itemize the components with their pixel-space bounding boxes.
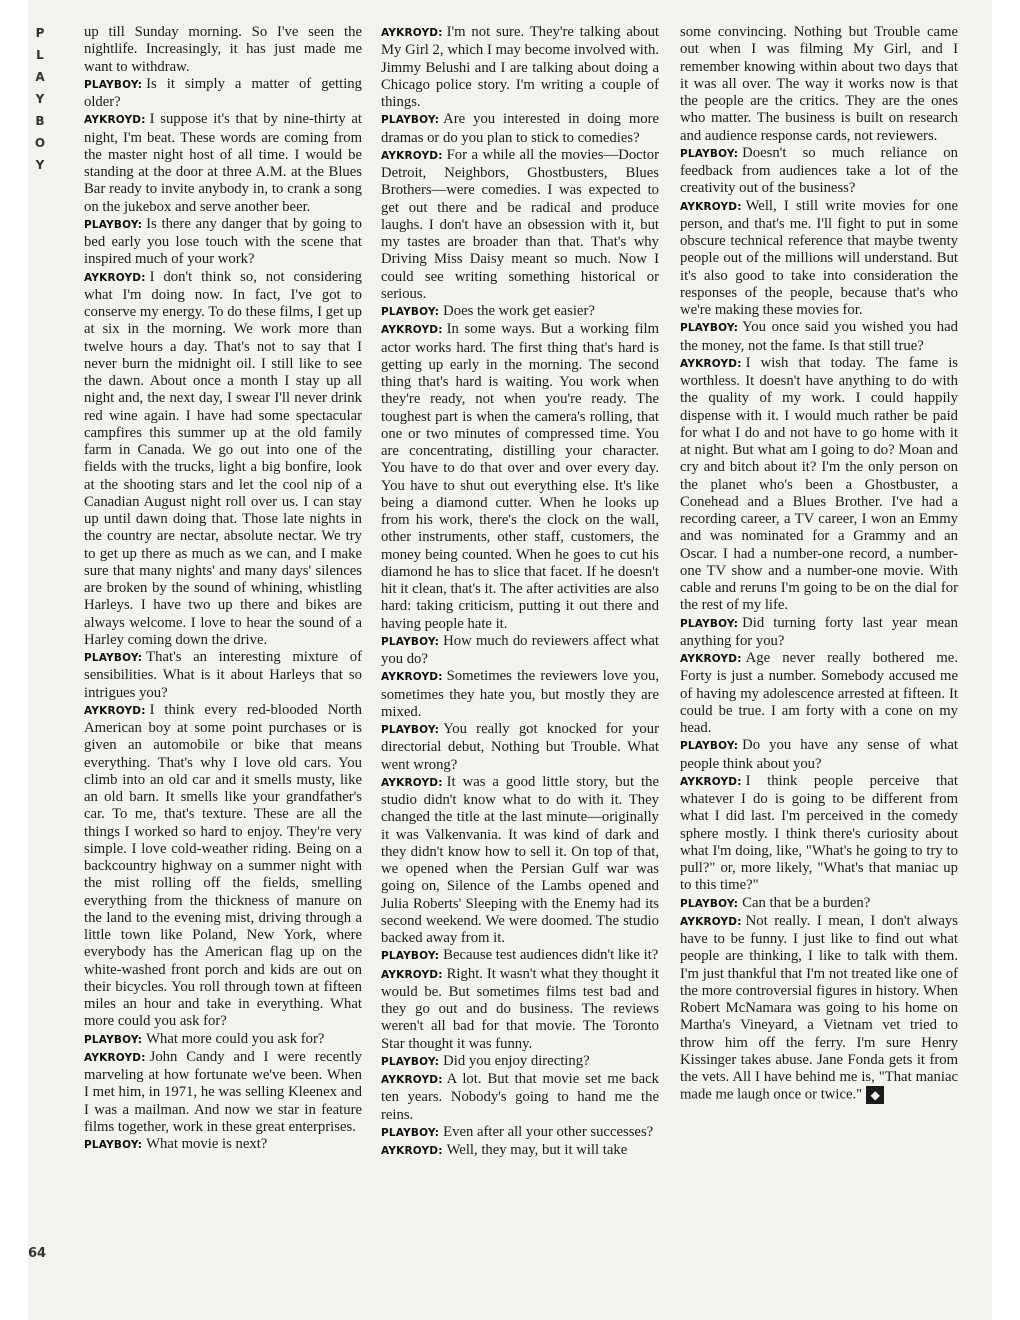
speaker-label: AYKROYD: [680,357,742,370]
interview-paragraph-aykroyd [680,773,958,895]
speaker-label: PLAYBOY: [680,322,739,335]
paragraph-text: Are you interested in doing more dramas or do you plan to stick to comedies? [381,111,659,146]
paragraph-text: I don't think so, not considering what I'm doing now. In fact, I've got to conserve my energy. To do these films, I get up at six in the morning. We work more than twelve hours a day. That's not to say that I never burn the midnight oil. I still like to see the dawn. About once a month I stay up all night and, the next day, I swear I'll never drink red wine again. I have had some spectacular campfires this summer up at the old family farm in Canada. We go out into one of the fields with the trucks, light a big bonfire, look at the shooting stars and let the cool nip of a Canadian August night roll over us. I can stay up until dawn doing that. Those late nights in the country are nectar, absolute nectar. We try to get up there as much as we can, and I make sure that many nights' and many days' silences are broken by the sound of whining, whistling Harleys. I have two up there and bikes are always welcome. I love to hear the sound of a Harley coming down the drive. [84,268,362,648]
interview-paragraph-aykroyd [84,111,362,216]
masthead-letter: L [36,48,44,62]
speaker-label: AYKROYD: [381,968,443,981]
speaker-label: AYKROYD: [84,114,146,127]
paragraph-text: You really got knocked for your directorial debut, Nothing but Trouble. What went wrong? [381,721,659,773]
paragraph-text: It was a good little story, but the studio didn't know what to do with it. They changed the title at the last minute—originally it was Valkenvania. It was kind of dark and they didn't know how to sell it. On top of that, we opened when the Persian Gulf war was going on, Silence of the Lambs opened and Julia Roberts' Sleeping with the Enemy had its second weekend. We were doomed. The studio backed away from it. [381,773,659,946]
interview-paragraph-playboy [680,319,958,355]
masthead [28,22,52,176]
speaker-label: PLAYBOY: [381,1055,440,1068]
paragraph-text: Do you have any sense of what people think about you? [680,737,958,772]
speaker-label: AYKROYD: [381,149,443,162]
interview-paragraph-playboy [381,1053,659,1071]
speaker-label: PLAYBOY: [680,897,739,910]
speaker-label: PLAYBOY: [84,78,143,91]
paragraph-text: John Candy and I were recently marveling at how fortunate we've been. When I met him, in 1971, he was selling Kleenex and I was a mailman. And now we star in feature films together, work in these great enterprises. [84,1048,362,1135]
masthead-letter: Y [35,158,45,172]
interview-paragraph-playboy [381,303,659,321]
paragraph-text: Age never really bothered me. Forty is just a number. Somebody accused me of having my adolescence arrested at fifteen. It could be true. I am forty with a cone on my head. [680,650,958,736]
interview-paragraph-continued [680,24,958,145]
paragraph-text: How much do reviewers affect what you do? [381,632,659,667]
interview-paragraph-playboy [84,216,362,269]
interview-paragraph-aykroyd [381,24,659,111]
interview-paragraph-aykroyd [680,913,958,1105]
paragraph-text: Well, I still write movies for one person, and that's me. I'll fight to put in some obscure technical reference that maybe twenty people out of the millions will understand. But it's also good to take into consideration the responses of the people, because that's who we're making these movies for. [680,197,958,318]
paragraph-text: Can that be a burden? [742,894,871,911]
paragraph-text: Did you enjoy directing? [443,1052,590,1069]
interview-paragraph-continued [84,24,362,76]
interview-paragraph-aykroyd [381,1071,659,1124]
speaker-label: PLAYBOY: [84,1139,143,1151]
speaker-label: AYKROYD: [381,27,443,39]
speaker-label: AYKROYD: [381,776,443,789]
speaker-label: PLAYBOY: [84,1033,143,1046]
paragraph-text: In some ways. But a working film actor works hard. The first thing that's hard is getting up early in the morning. The second thing that's hard is waiting. You work when they're ready, not when you're ready. The toughest part is when the camera's rolling, that one or two minutes of compressed time. You are concentrating, distilling your character. You have to do that over and over every day. You have to shut out everything else. It's like being a diamond cutter. When he looks up from his work, there's the clock on the wall, other instruments, other staff, customers, the money being counted. When he goes to cut his diamond he has to slice that facet. If he doesn't hit it clean, that's it. The after activities are also hard: taking criticism, putting it out there and having people hate it. [381,321,659,632]
speaker-label: AYKROYD: [680,775,742,788]
interview-paragraph-aykroyd [381,147,659,303]
interview-paragraph-aykroyd [84,269,362,650]
paragraph-text: What more could you ask for? [146,1030,325,1047]
speaker-label: PLAYBOY: [381,306,440,318]
masthead-letter: B [35,114,45,128]
interview-paragraph-aykroyd [680,355,958,615]
interview-paragraph-aykroyd [381,321,659,633]
interview-paragraph-playboy [84,1136,362,1154]
speaker-label: AYKROYD: [84,704,146,717]
paragraph-text: Because test audiences didn't like it? [443,947,659,964]
interview-paragraph-playboy [381,1124,659,1142]
paragraph-text: Did turning forty last year mean anything for you? [680,614,958,649]
masthead-letter: A [35,70,45,84]
speaker-label: AYKROYD: [381,671,443,684]
interview-paragraph-playboy [680,145,958,198]
interview-paragraph-playboy [84,76,362,112]
speaker-label: AYKROYD: [381,324,443,337]
interview-paragraph-playboy [381,111,659,147]
paragraph-text: What movie is next? [146,1136,268,1152]
speaker-label: PLAYBOY: [680,147,739,160]
paragraph-text: Does the work get easier? [443,303,595,319]
speaker-label: PLAYBOY: [84,652,143,664]
interview-paragraph-playboy [680,737,958,773]
interview-paragraph-aykroyd [381,774,659,948]
paragraph-text: Not really. I mean, I don't always have to be funny. I just like to find out what people are thinking, I like to talk with them. I'm just thankful that I'm not treated like one of the more controversial figures in history. When Robert McNamara was going to his home on Martha's Vineyard, a Vietnam vet tried to throw him off the ferry. I'm sure Henry Kissinger takes abuse. Jane Fonda gets it from the vets. All I have behind me is, "That maniac made me laugh once or twice." [680,912,958,1103]
interview-paragraph-playboy [381,633,659,669]
speaker-label: AYKROYD: [680,915,742,928]
text-column-3 [680,24,958,1104]
interview-paragraph-playboy [680,615,958,651]
speaker-label: PLAYBOY: [381,950,440,963]
masthead-letter: P [35,26,45,40]
paragraph-text: some convincing. Nothing but Trouble came out when I was filming My Girl, and I remember knowing within about two days that it was all over. The way it works now is that the people are the critics. They are the ones who matter. The business is built on research and audience response cards, not reviewers. [680,24,958,144]
paragraph-text: Even after all your other successes? [443,1123,654,1140]
paragraph-text: Right. It wasn't what they thought it would be. But sometimes films test bad and they go out and do business. The reviews weren't all bad for that movie. The Toronto Star thought it was funny. [381,965,659,1052]
paragraph-text: Sometimes the reviewers love you, sometimes they hate you, but mostly they are mixed. [381,668,659,720]
speaker-label: AYKROYD: [84,271,146,284]
interview-paragraph-aykroyd [84,702,362,1031]
interview-paragraph-playboy [381,721,659,774]
speaker-label: PLAYBOY: [680,740,739,753]
interview-paragraph-aykroyd [84,1049,362,1136]
interview-paragraph-playboy [381,947,659,965]
speaker-label: PLAYBOY: [84,218,143,231]
speaker-label: PLAYBOY: [381,724,440,736]
paragraph-text: That's an interesting mixture of sensibilities. What is it about Harleys that so intrigues you? [84,649,362,701]
paragraph-text: up till Sunday morning. So I've seen the nightlife. Increasingly, it has just made me want to withdraw. [84,24,362,75]
masthead-letter: Y [35,92,45,106]
magazine-page [28,0,992,1320]
paragraph-text: Is there any danger that by going to bed early you lose touch with the scene that inspired much of your work? [84,215,362,268]
paragraph-text: I think people perceive that whatever I do is going to be different from what I did last. I'm perceived in the comedy sphere mostly. I think there's curiosity about what I'm doing, like, "What's he going to try to pull?" or, more likely, "What's that maniac up to this time?" [680,772,958,894]
speaker-label: AYKROYD: [680,200,742,213]
interview-paragraph-aykroyd [381,1142,659,1160]
speaker-label: PLAYBOY: [680,617,739,630]
interview-paragraph-playboy [84,1031,362,1049]
page-number: 64 [28,1246,47,1261]
speaker-label: PLAYBOY: [381,1126,440,1139]
text-column-1 [84,24,362,1154]
speaker-label: PLAYBOY: [381,114,440,127]
speaker-label: AYKROYD: [381,1145,443,1157]
masthead-letter: O [34,136,46,150]
playboy-bunny-icon: ◆ [866,1086,884,1104]
text-column-2 [381,24,659,1160]
speaker-label: AYKROYD: [680,653,742,665]
speaker-label: PLAYBOY: [381,635,440,648]
paragraph-text: I suppose it's that by nine-thirty at night, I'm beat. These words are coming from the master night host of all time. I would be standing at the door at three A.M. at the Blues Bar ready to invite anybody in, to crank a song on the jukebox and serve another beer. [84,111,362,215]
paragraph-text: I think every red-blooded North American boy at some point purchases or is given an automobile or bike that means everything. That's why I love old cars. You climb into an old car and it smells musty, like an old barn. It smells like your grandfather's car. To me, that's texture. These are all the things I worked so hard to enjoy. They're very simple. I love cold-weather riding. Being on a backcountry highway on a summer night with the mist rolling off the fields, smelling everything from the thickness of manure on the land to the evening mist, driving through a little town like Poland, New York, where everybody has the American flag up on the white-washed front porch and kids are out on their bicycles. You roll through town at fifteen miles an hour and take in everything. What more could you ask for? [84,701,362,1030]
interview-paragraph-aykroyd [381,668,659,721]
paragraph-text: I wish that today. The fame is worthless. It doesn't have anything to do with the quality of my work. I could happily dispense with it. I would much rather be paid for what I do and not have to go home with it at night. But what am I going to do? Moan and cry and bitch about it? I'm the only person on the planet who's been a Ghostbuster, a Conehead and a Blues Brother. I've had a recording career, a TV career, I won an Emmy and was nominated for a Grammy and an Oscar. I had a number-one record, a number-one TV show and a number-one movie. With cable and reruns I'm going to be on the dial for the rest of my life. [680,354,958,614]
paragraph-text: Doesn't so much reliance on feedback from audiences take a lot of the creativity out of the business? [680,144,958,197]
paragraph-text: Well, they may, but it will take [446,1142,628,1158]
interview-paragraph-playboy [84,649,362,702]
paragraph-text: For a while all the movies—Doctor Detroit, Neighbors, Ghostbusters, Blues Brothers—were comedies. I was expected to get out there and be radical and produce laughs. I don't have an obsession with it, but my tastes are broader than that. That's why Driving Miss Daisy meant so much. Now I could see writing something historical or serious. [381,146,659,302]
interview-paragraph-aykroyd [680,198,958,320]
interview-paragraph-aykroyd [680,650,958,737]
paragraph-text: Is it simply a matter of getting older? [84,75,362,110]
paragraph-text: I'm not sure. They're talking about My Girl 2, which I may become involved with. Jimmy Belushi and I are talking about doing a Chicago police story. I'm writing a couple of things. [381,24,659,110]
paragraph-text: A lot. But that movie set me back ten years. Nobody's going to hand me the reins. [381,1071,659,1123]
interview-paragraph-aykroyd [381,966,659,1053]
interview-paragraph-playboy [680,895,958,913]
speaker-label: AYKROYD: [381,1074,443,1086]
paragraph-text: You once said you wished you had the money, not the fame. Is that still true? [680,319,958,354]
speaker-label: AYKROYD: [84,1051,146,1064]
